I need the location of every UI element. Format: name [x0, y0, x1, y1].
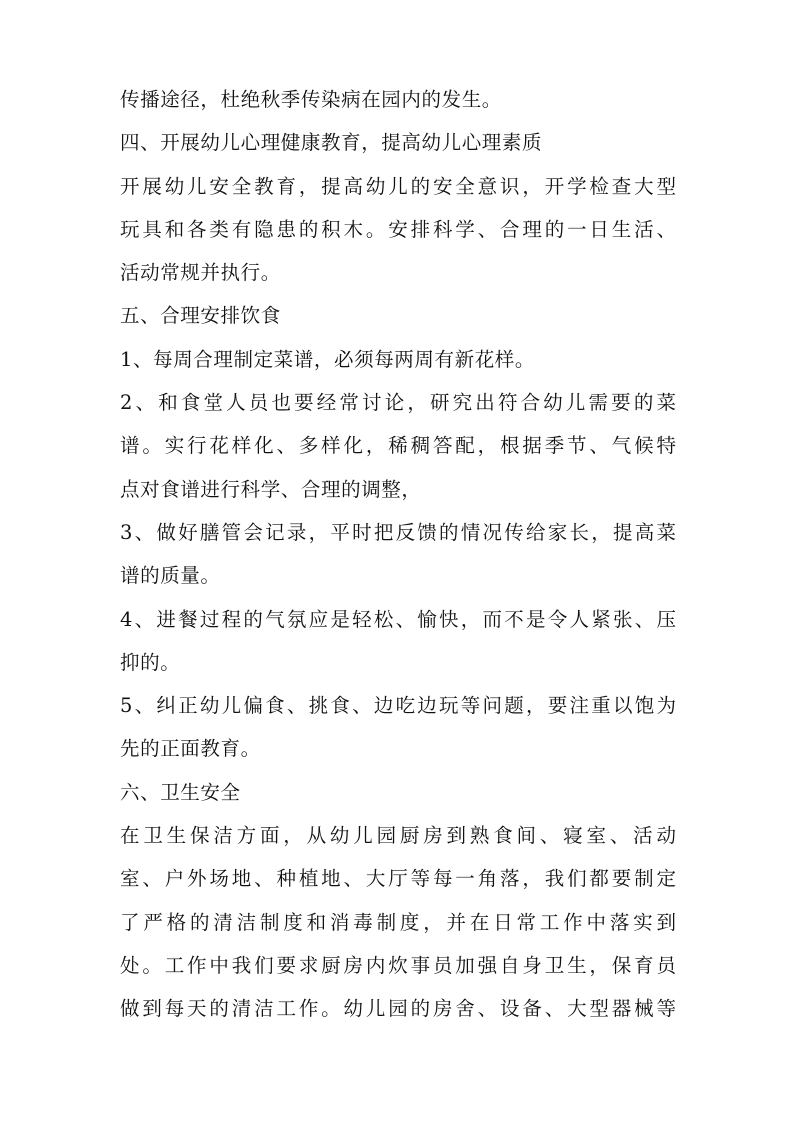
- text-line: 了严格的清洁制度和消毒制度，并在日常工作中落实到: [120, 910, 676, 934]
- section-heading-5: 五、合理安排饮食: [120, 304, 281, 328]
- text-line: 室、户外场地、种植地、大厅等每一角落，我们都要制定: [120, 867, 676, 891]
- document-body: [120, 88, 676, 1041]
- list-item-5: 5、纠正幼儿偏食、挑食、边吃边玩等问题，要注重以饱为: [120, 694, 676, 718]
- text-line: 谱的质量。: [120, 564, 221, 588]
- text-line: 做到每天的清洁工作。幼儿园的房舍、设备、大型器械等: [120, 997, 676, 1021]
- section-heading-4: 四、开展幼儿心理健康教育，提高幼儿心理素质: [120, 131, 543, 155]
- section-heading-6: 六、卫生安全: [120, 780, 241, 804]
- text-line: 先的正面教育。: [120, 737, 261, 761]
- text-line: 传播途径，杜绝秋季传染病在园内的发生。: [120, 88, 502, 111]
- text-line: 玩具和各类有隐患的积木。安排科学、合理的一日生活、: [120, 217, 676, 241]
- text-line: 谱。实行花样化、多样化，稀稠答配，根据季节、气候特: [120, 434, 676, 458]
- text-line: 处。工作中我们要求厨房内炊事员加强自身卫生，保育员: [120, 953, 676, 977]
- list-item-4: 4、进餐过程的气氛应是轻松、愉快，而不是令人紧张、压: [120, 607, 676, 631]
- text-line: 在卫生保洁方面，从幼儿园厨房到熟食间、寝室、活动: [120, 824, 676, 848]
- list-item-2: 2、和食堂人员也要经常讨论，研究出符合幼儿需要的菜: [120, 391, 676, 415]
- text-line: 点对食谱进行科学、合理的调整，: [120, 477, 422, 501]
- list-item-1: 1、每周合理制定菜谱，必须每两周有新花样。: [120, 347, 536, 371]
- list-item-3: 3、做好膳管会记录，平时把反馈的情况传给家长，提高菜: [120, 520, 676, 544]
- text-line: 抑的。: [120, 650, 181, 674]
- text-line: 活动常规并执行。: [120, 261, 281, 285]
- text-line: 开展幼儿安全教育，提高幼儿的安全意识，开学检查大型: [120, 174, 676, 198]
